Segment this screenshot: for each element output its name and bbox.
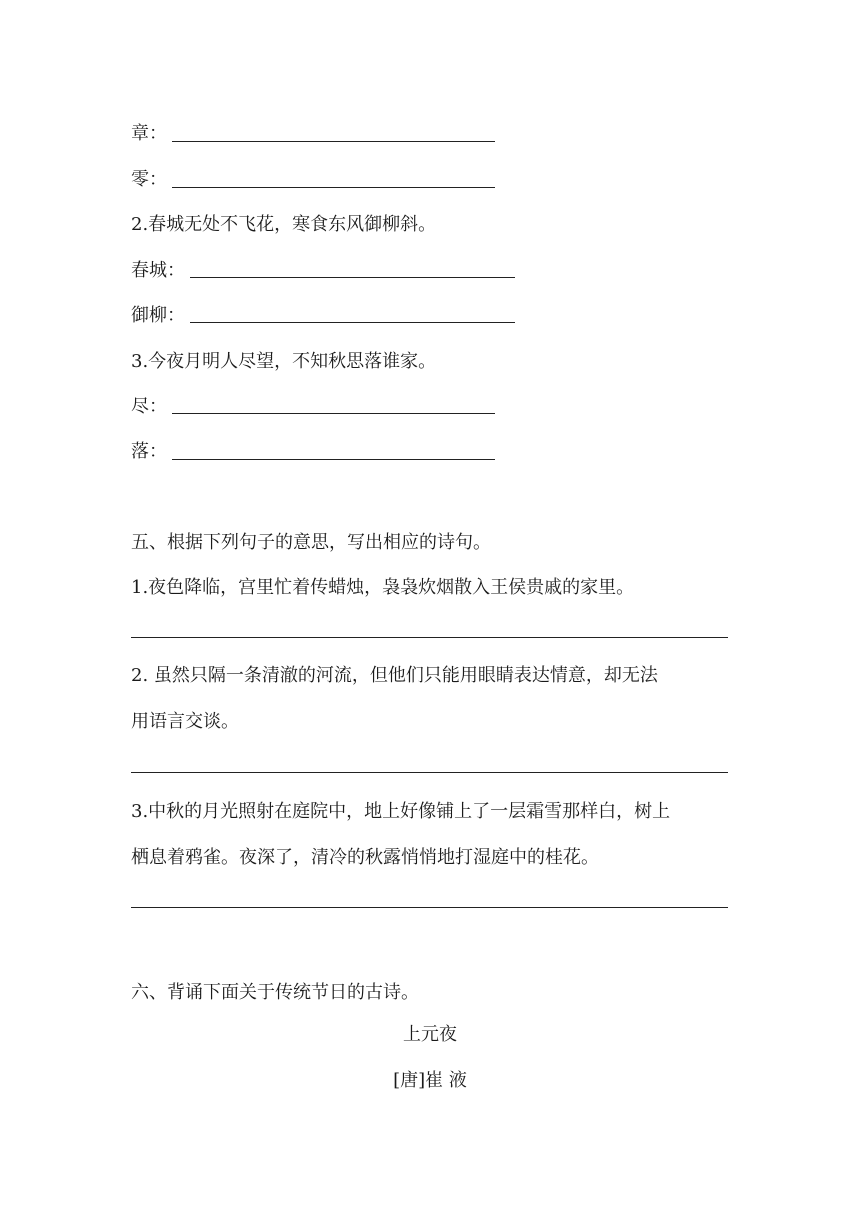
question-4-2: 2.春城无处不飞花，寒食东风御柳斜。 [131, 214, 437, 235]
label-ling: 零： [131, 169, 167, 190]
question-5-1: 1.夜色降临，宫里忙着传蜡烛，袅袅炊烟散入王侯贵戚的家里。 [131, 577, 635, 598]
label-luo: 落： [131, 441, 167, 462]
poem-title: 上元夜 [403, 1024, 457, 1045]
section-5-heading: 五、根据下列句子的意思，写出相应的诗句。 [131, 532, 491, 553]
answer-line-chuncheng[interactable] [190, 277, 515, 278]
answer-line-5-1[interactable] [131, 637, 728, 638]
label-jin: 尽： [131, 396, 167, 417]
answer-line-5-3[interactable] [131, 907, 728, 908]
answer-line-zhang[interactable] [172, 141, 495, 142]
question-5-2-line2: 用语言交谈。 [131, 711, 239, 732]
label-yuliu: 御柳： [131, 305, 185, 326]
answer-line-5-2[interactable] [131, 772, 728, 773]
question-5-3-line1: 3.中秋的月光照射在庭院中，地上好像铺上了一层霜雪那样白，树上 [131, 801, 671, 822]
question-4-3: 3.今夜月明人尽望，不知秋思落谁家。 [131, 351, 437, 372]
section-6-heading: 六、背诵下面关于传统节日的古诗。 [131, 982, 419, 1003]
answer-line-jin[interactable] [172, 413, 495, 414]
label-zhang: 章： [131, 123, 167, 144]
answer-line-yuliu[interactable] [190, 322, 515, 323]
question-5-2-line1: 2. 虽然只隔一条清澈的河流，但他们只能用眼睛表达情意，却无法 [131, 665, 658, 686]
answer-line-ling[interactable] [172, 187, 495, 188]
question-5-3-line2: 栖息着鸦雀。夜深了，清冷的秋露悄悄地打湿庭中的桂花。 [131, 847, 599, 868]
poem-author: [唐]崔 液 [393, 1070, 467, 1091]
label-chuncheng: 春城： [131, 260, 185, 281]
answer-line-luo[interactable] [172, 459, 495, 460]
